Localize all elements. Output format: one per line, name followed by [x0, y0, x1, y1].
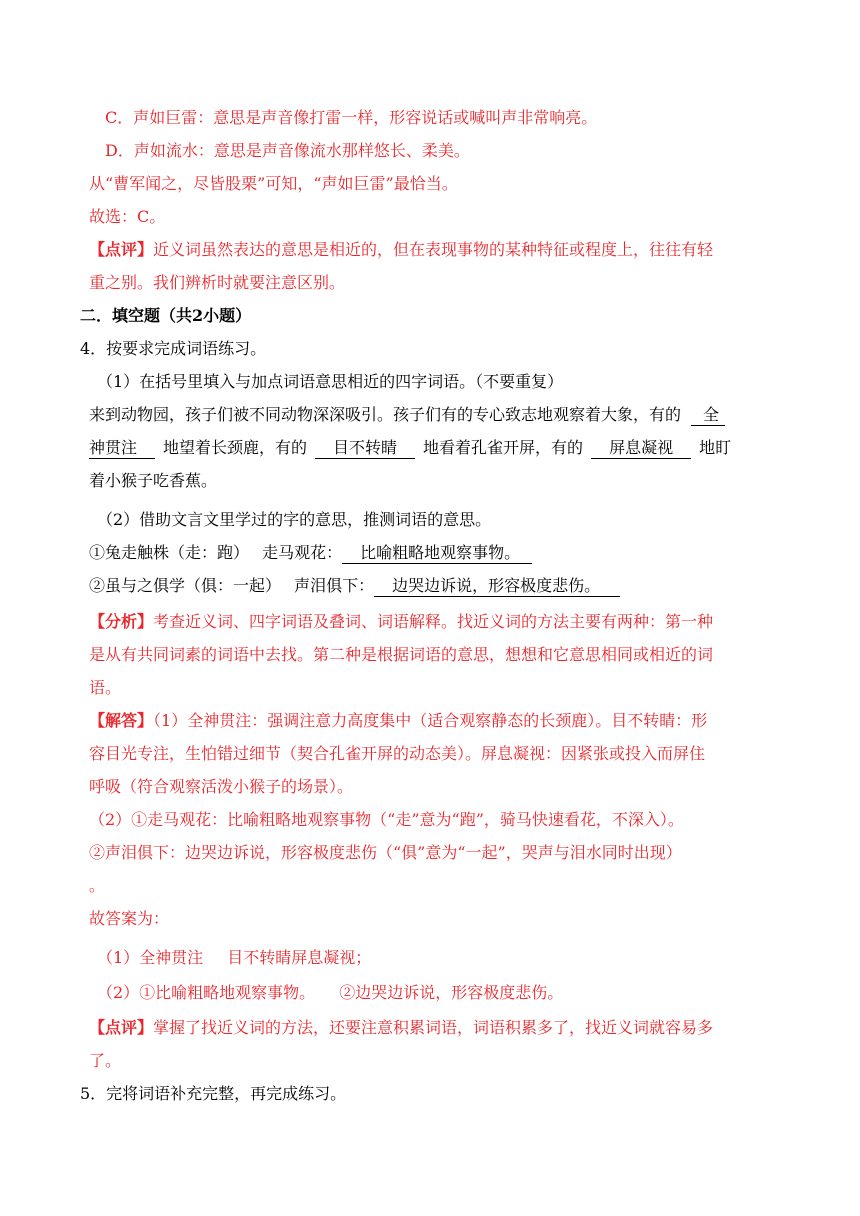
item-prefix: ②虽与之俱学（俱：一起） 声泪俱下： — [89, 576, 375, 595]
q4-comment-line-1 — [89, 1018, 713, 1038]
option-d-line: D．声如流水：意思是声音像流水那样悠长、柔美。 — [105, 141, 470, 160]
q4-analysis-line-2: 是从有共同词素的词语中去找。第二种是根据词语的意思，想想和它意思相同或相近的词 — [89, 645, 714, 664]
final-answer-1 — [97, 948, 371, 968]
blank-1-start: 全 — [691, 405, 725, 426]
q4-comment-line-2: 了。 — [89, 1051, 122, 1070]
q4-solution-line-1 — [89, 711, 707, 731]
q4-part1-prompt: （1）在括号里填入与加点词语意思相近的四字词语。（不要重复） — [97, 372, 564, 391]
passage-text: 地盯 — [699, 438, 732, 457]
blank-1-end: 神贯注 — [89, 438, 155, 459]
passage-text: 地望着长颈鹿，有的 — [163, 438, 308, 457]
q4-analysis-line-3: 语。 — [89, 678, 122, 697]
solution-tag: 【解答】 — [89, 711, 154, 730]
q4-analysis-line-1 — [89, 612, 713, 632]
q4-item-1 — [89, 543, 532, 563]
q3-comment-line-1 — [89, 240, 713, 260]
q4-stem: 4．按要求完成词语练习。 — [80, 339, 267, 358]
comment-text: 近义词虽然表达的意思是相近的，但在表现事物的某种特征或程度上，往往有轻 — [153, 240, 714, 259]
item-2-answer: 边哭边诉说，形容极度悲伤。 — [374, 576, 620, 597]
q4-solution-line-4: （2）①走马观花：比喻粗略地观察事物（“走”意为“跑”，骑马快速看花，不深入）。 — [89, 810, 684, 829]
analysis-text: 考查近义词、四字词语及叠词、词语解释。找近义词的方法主要有两种：第一种 — [153, 612, 714, 631]
comment-tag: 【点评】 — [89, 1018, 154, 1037]
final-answer-part: （1）全神贯注 — [97, 948, 204, 967]
q4-solution-line-2: 容目光专注，生怕错过细节（契合孔雀开屏的动态美）。屏息凝视：因紧张或投入而屏住 — [89, 744, 706, 763]
item-1-answer: 比喻粗略地观察事物。 — [342, 543, 532, 564]
blank-3: 屏息凝视 — [591, 438, 691, 459]
q3-comment-line-2: 重之别。我们辨析时就要注意区别。 — [89, 273, 346, 292]
q4-part2-prompt: （2）借助文言文里学过的字的意思，推测词语的意思。 — [97, 510, 492, 529]
q4-item-2 — [89, 576, 620, 596]
item-prefix: ①兔走触株（走：跑） 走马观花： — [89, 543, 343, 562]
final-answer-part: （2）①比喻粗略地观察事物。 — [97, 983, 316, 1002]
q4-passage-line-2 — [89, 438, 731, 458]
q4-solution-line-5: ②声泪俱下：边哭边诉说，形容极度悲伤（“俱”意为“一起”，哭声与泪水同时出现） — [89, 843, 682, 862]
reason-line: 从“曹军闻之，尽皆股栗”可知，“声如巨雷”最恰当。 — [89, 174, 458, 193]
q4-solution-line-6: 。 — [89, 876, 106, 895]
section-heading: 二．填空题（共2小题） — [80, 306, 252, 325]
final-answer-part: 目不转睛屏息凝视； — [227, 948, 372, 967]
q4-passage-line-3: 着小猴子吃香蕉。 — [89, 471, 218, 490]
q5-stem: 5．完将词语补充完整，再完成练习。 — [80, 1084, 347, 1103]
final-answer-part: ②边哭边诉说，形容极度悲伤。 — [339, 983, 564, 1002]
passage-text: 来到动物园，孩子们被不同动物深深吸引。孩子们有的专心致志地观察着大象，有的 — [89, 405, 682, 424]
analysis-tag: 【分析】 — [89, 612, 154, 631]
comment-text: 掌握了找近义词的方法，还要注意积累词语，词语积累多了，找近义词就容易多 — [153, 1018, 714, 1037]
q4-solution-line-3: 呼吸（符合观察活泼小猴子的场景）。 — [89, 777, 354, 796]
passage-text: 地看着孔雀开屏，有的 — [423, 438, 584, 457]
solution-text: （1）全神贯注：强调注意力高度集中（适合观察静态的长颈鹿）。目不转睛：形 — [153, 711, 708, 730]
final-answer-label: 故答案为： — [89, 909, 170, 928]
option-c-line: C．声如巨雷：意思是声音像打雷一样，形容说话或喊叫声非常响亮。 — [105, 108, 598, 127]
final-answer-2 — [97, 983, 563, 1003]
blank-2: 目不转睛 — [315, 438, 415, 459]
answer-line: 故选：C。 — [89, 207, 166, 226]
comment-tag: 【点评】 — [89, 240, 154, 259]
q4-passage-line-1 — [89, 405, 725, 425]
